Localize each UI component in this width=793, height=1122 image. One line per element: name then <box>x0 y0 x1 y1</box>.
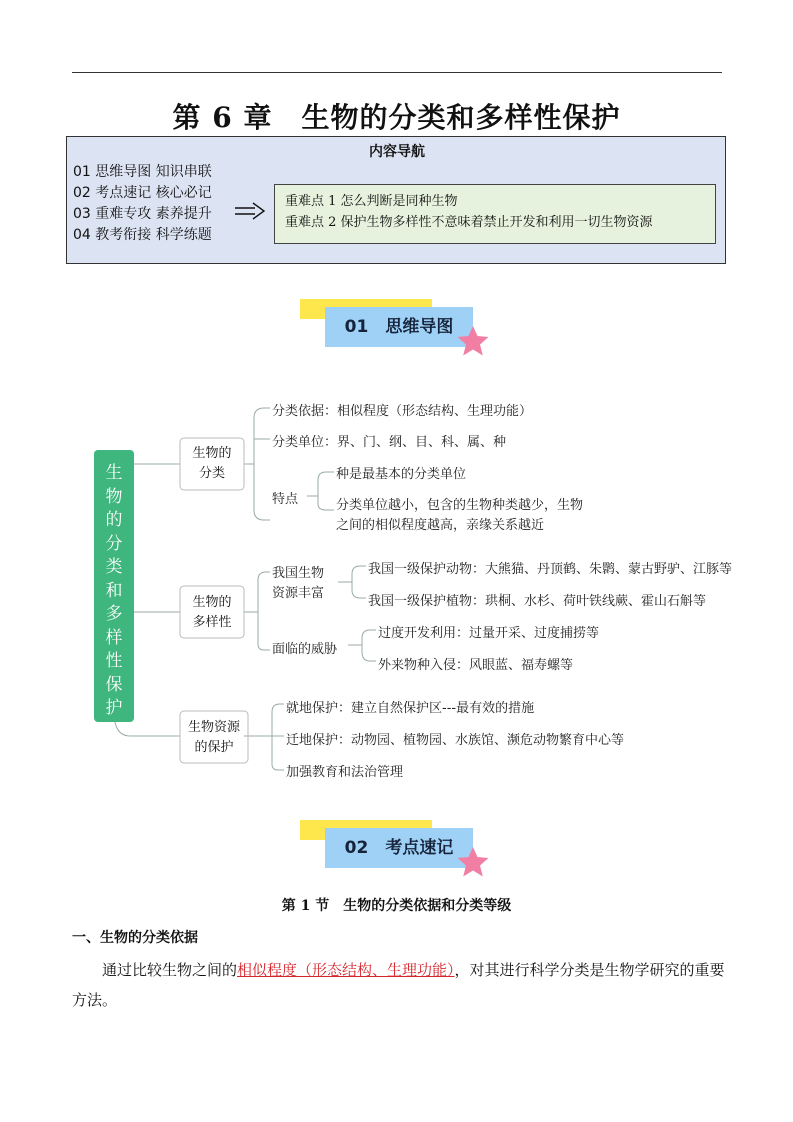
node-protected-plants: 我国一级保护植物：珙桐、水杉、荷叶铁线蕨、霍山石斛等 <box>368 594 707 609</box>
nav-item-practice[interactable]: 04 教考衔接 科学练题 <box>73 227 212 243</box>
node-protection <box>180 718 248 758</box>
key-difficulties-box <box>274 184 716 244</box>
banner-keypoints-label: 02 考点速记 <box>344 838 454 858</box>
node-diversity <box>180 593 244 633</box>
node-trait-units-line2: 之间的相似程度越高，亲缘关系越近 <box>336 518 545 533</box>
nav-item-keypoints[interactable]: 02 考点速记 核心必记 <box>73 185 212 201</box>
node-threat-overuse: 过度开发利用：过量开采、过度捕捞等 <box>378 626 600 641</box>
node-in-situ: 就地保护：建立自然保护区---最有效的措施 <box>286 701 535 716</box>
node-protection-line1: 生物资源 <box>187 720 240 735</box>
para-highlight: 相似程度（形态结构、生理功能） <box>237 961 455 979</box>
section-title: 第 1 节 生物的分类依据和分类等级 <box>281 898 512 914</box>
nav-title: 内容导航 <box>369 144 425 160</box>
node-basis: 分类依据：相似程度（形态结构、生理功能） <box>272 404 533 419</box>
node-rich-line2: 资源丰富 <box>272 586 325 601</box>
node-rich-line1: 我国生物 <box>272 566 325 581</box>
section-banner-mindmap <box>300 299 480 359</box>
para-text-after: ，对其进行科学分类是生物学研究的重要方法。 <box>72 961 725 1009</box>
header-rule <box>72 72 722 73</box>
content-nav-box <box>66 136 726 264</box>
subsection-heading: 一、生物的分类依据 <box>72 930 198 946</box>
nav-item-mindmap[interactable]: 01 思维导图 知识串联 <box>73 164 212 180</box>
root-label: 生物的分类和多样性保护 <box>105 463 123 718</box>
body-paragraph <box>72 955 727 1015</box>
node-rich-resources <box>272 564 324 604</box>
para-text-before: 通过比较生物之间的 <box>102 961 238 979</box>
node-ex-situ: 迁地保护：动物园、植物园、水族馆、濒危动物繁育中心等 <box>286 733 625 748</box>
focus-item-1: 重难点 1 怎么判断是同种生物 <box>285 194 458 209</box>
node-trait-species: 种是最基本的分类单位 <box>336 467 467 482</box>
node-threats: 面临的威胁 <box>272 642 338 657</box>
node-protection-line2: 的保护 <box>194 740 234 755</box>
node-classification-line1: 生物的 <box>192 446 232 461</box>
section-banner-keypoints <box>300 820 480 880</box>
mindmap-root <box>94 450 134 722</box>
node-traits: 特点 <box>272 492 299 507</box>
node-education: 加强教育和法治管理 <box>286 765 404 780</box>
chapter-title: 第 6 章 生物的分类和多样性保护 <box>172 101 621 134</box>
node-diversity-line2: 多样性 <box>192 615 232 630</box>
star-icon <box>456 325 490 357</box>
node-protected-animals: 我国一级保护动物：大熊猫、丹顶鹤、朱鹮、蒙古野驴、江豚等 <box>368 562 733 577</box>
node-diversity-line1: 生物的 <box>192 595 232 610</box>
node-classification <box>180 444 244 484</box>
double-arrow-icon <box>235 201 265 221</box>
banner-mindmap-label: 01 思维导图 <box>344 317 454 337</box>
focus-item-2: 重难点 2 保护生物多样性不意味着禁止开发和利用一切生物资源 <box>285 215 653 230</box>
node-classification-line2: 分类 <box>198 466 225 481</box>
nav-item-difficulties[interactable]: 03 重难专攻 素养提升 <box>73 206 212 222</box>
node-units: 分类单位：界、门、纲、目、科、属、种 <box>272 435 507 450</box>
node-threat-invasive: 外来物种入侵：风眼蓝、福寿螺等 <box>378 658 574 673</box>
star-icon <box>456 846 490 878</box>
node-trait-units-line1: 分类单位越小，包含的生物种类越少，生物 <box>336 498 584 513</box>
